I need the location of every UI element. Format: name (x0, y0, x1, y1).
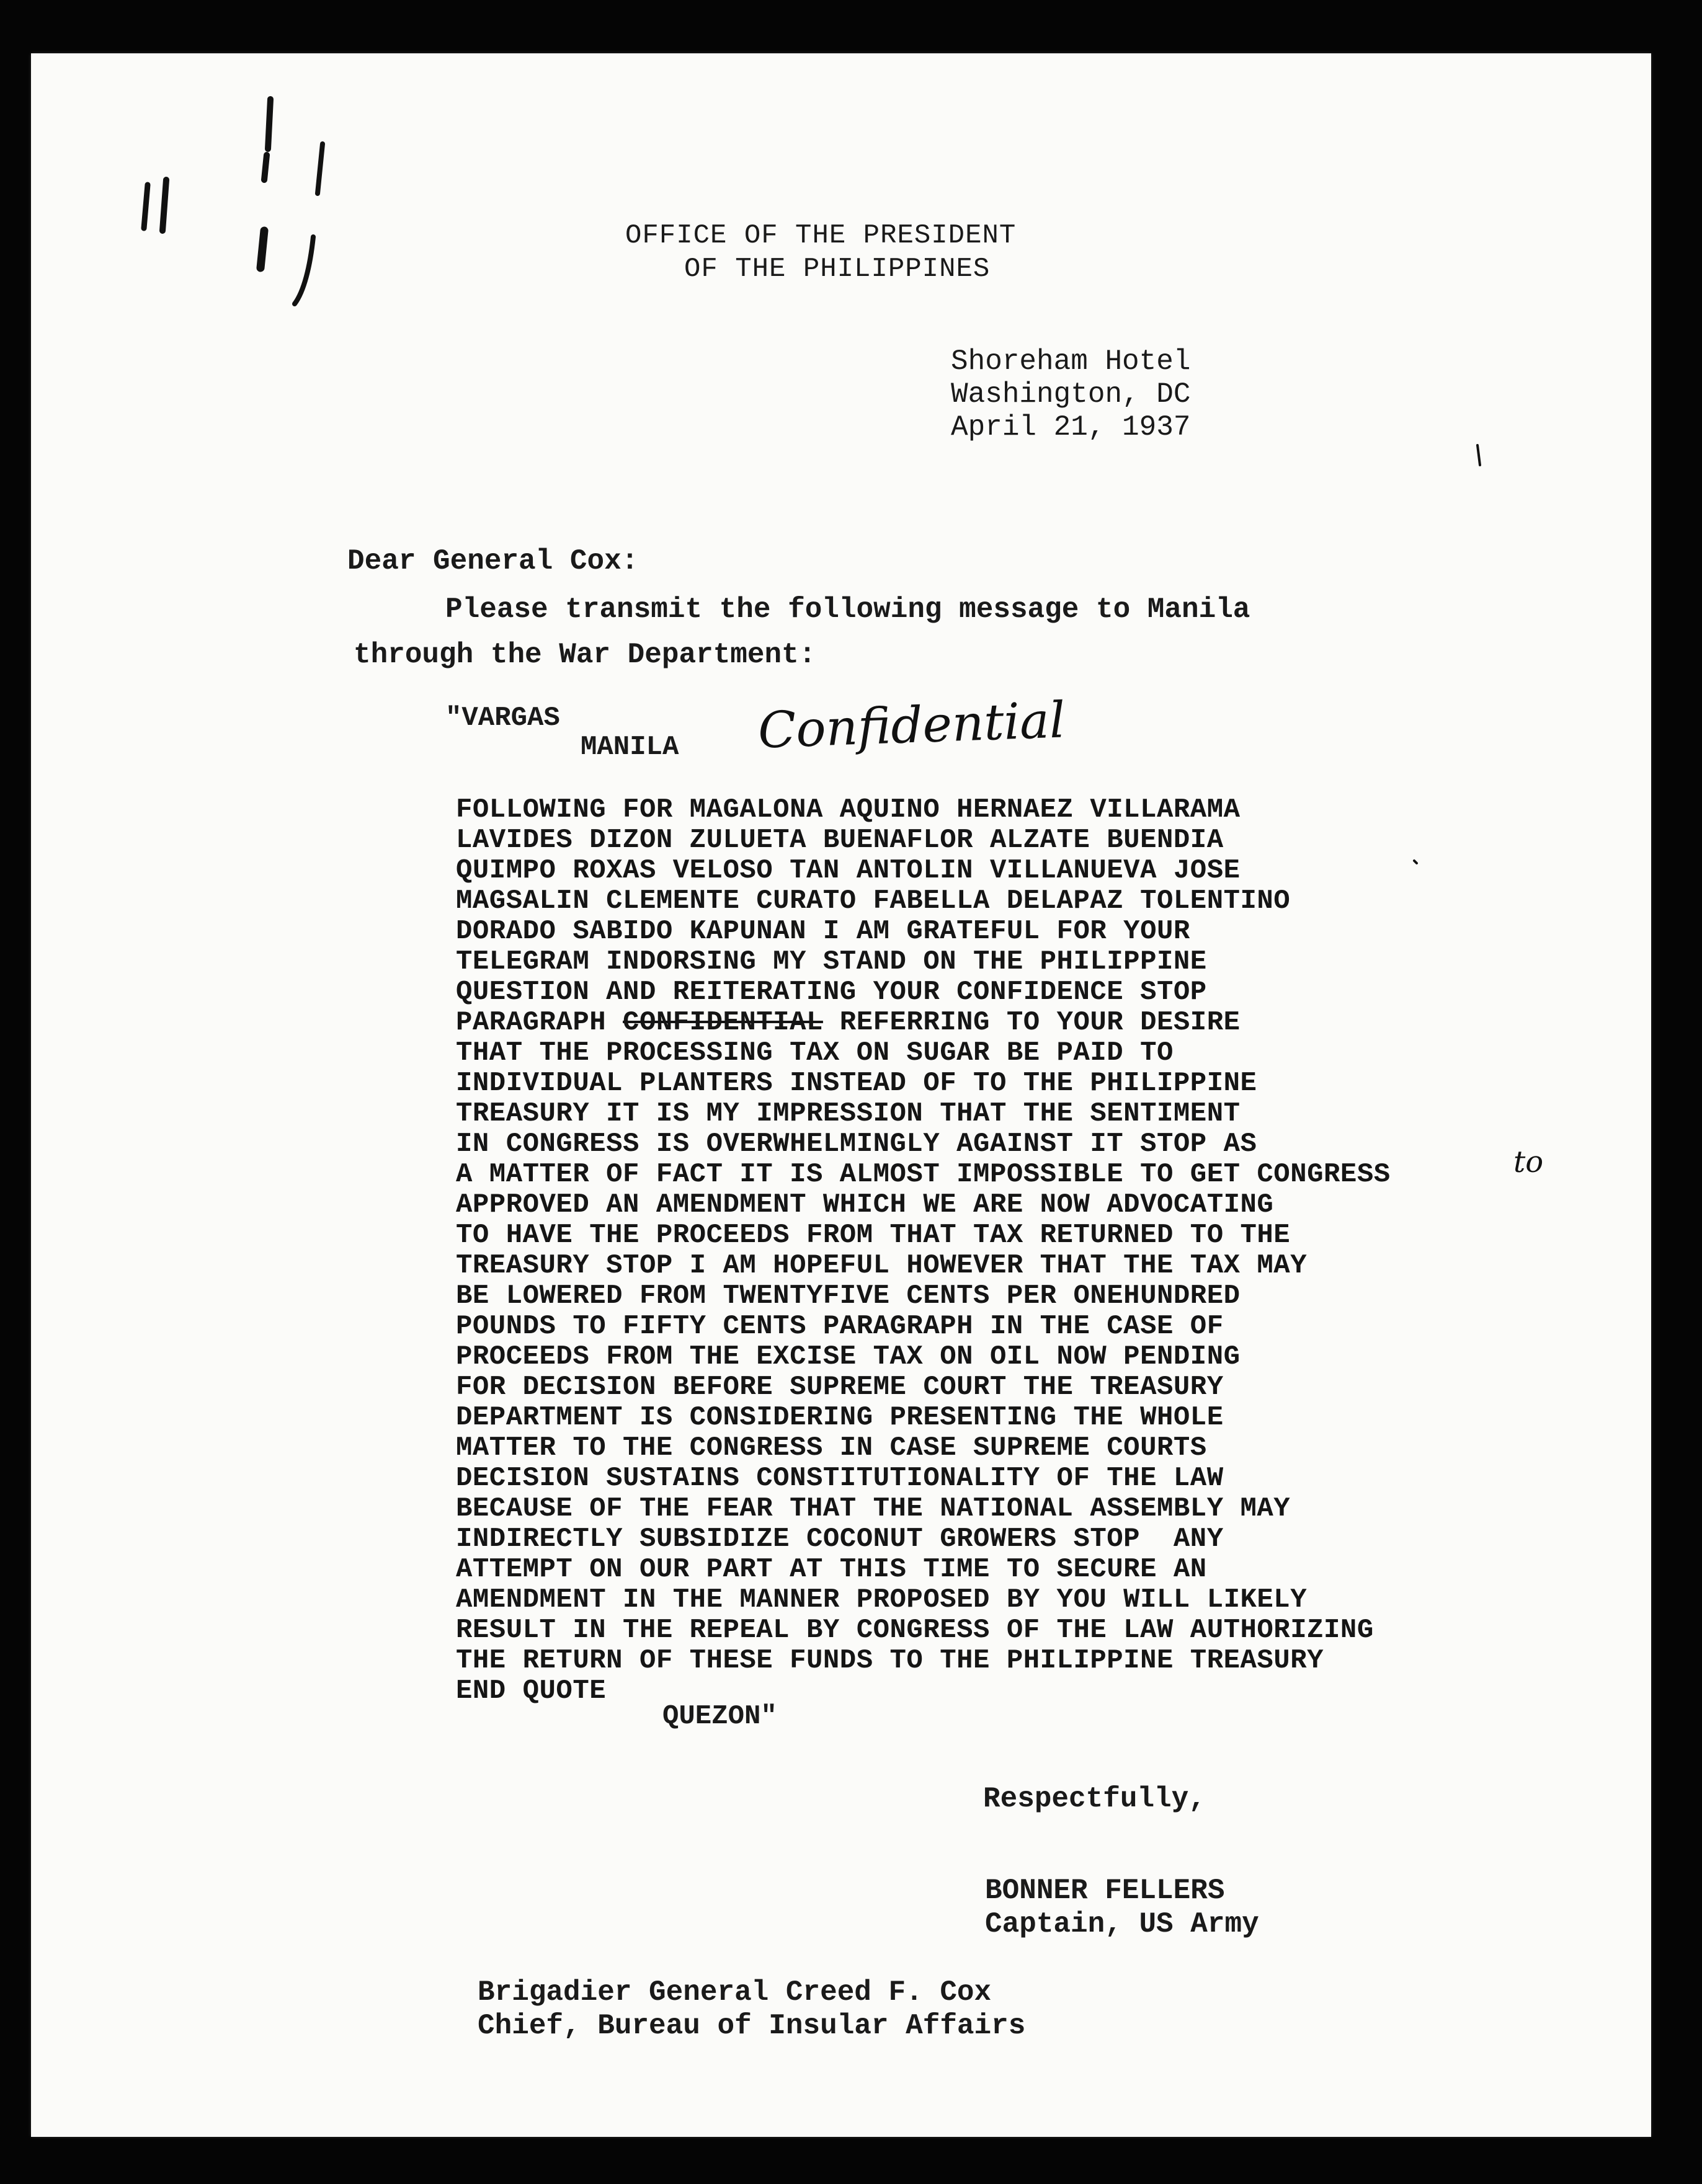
letterhead-line-1: OFFICE OF THE PRESIDENT (625, 220, 1017, 251)
telegram-line: QUESTION AND REITERATING YOUR CONFIDENCE STOP (456, 977, 1207, 1008)
city: Washington, DC (951, 378, 1191, 411)
telegram-line: TREASURY STOP I AM HOPEFUL HOWEVER THAT THE TAX MAY (456, 1250, 1308, 1281)
telegram-line: POUNDS TO FIFTY CENTS PARAGRAPH IN THE CASE OF (456, 1311, 1224, 1342)
salutation: Dear General Cox: (347, 545, 639, 577)
struck-line-after: REFERRING TO YOUR DESIRE (822, 1007, 1241, 1038)
telegram-line: THAT THE PROCESSING TAX ON SUGAR BE PAID TO (456, 1037, 1174, 1068)
telegram-line: IN CONGRESS IS OVERWHELMINGLY AGAINST IT STOP AS (456, 1129, 1257, 1160)
telegram-addressee: "VARGAS (445, 703, 560, 734)
telegram-line: FOLLOWING FOR MAGALONA AQUINO HERNAEZ VILLARAMA (456, 794, 1241, 825)
intro-line-1: Please transmit the following message to Manila (445, 593, 1250, 626)
recipient-name: Brigadier General Creed F. Cox (478, 1976, 992, 2009)
intro-line-2: through the War Department: (354, 639, 816, 671)
telegram-line: TELEGRAM INDORSING MY STAND ON THE PHILIPPINE (456, 946, 1207, 977)
telegram-line: BE LOWERED FROM TWENTYFIVE CENTS PER ONEHUNDRED (456, 1281, 1241, 1312)
pencil-mark-1 (144, 185, 148, 228)
struck-word: CONFIDENTIAL (623, 1007, 823, 1038)
telegram-line: RESULT IN THE REPEAL BY CONGRESS OF THE LAW AUTHORIZING (456, 1615, 1374, 1646)
telegram-body (456, 795, 1391, 1707)
telegram-line: PROCEEDS FROM THE EXCISE TAX ON OIL NOW PENDING (456, 1341, 1241, 1372)
pencil-dot-2 (1414, 861, 1417, 863)
pencil-mark-5 (318, 144, 323, 193)
telegram-line: DECISION SUSTAINS CONSTITUTIONALITY OF THE LAW (456, 1463, 1224, 1494)
telegram-line: TREASURY IT IS MY IMPRESSION THAT THE SENTIMENT (456, 1098, 1241, 1129)
telegram-line: LAVIDES DIZON ZULUETA BUENAFLOR ALZATE BUENDIA (456, 825, 1224, 856)
telegram-line: DEPARTMENT IS CONSIDERING PRESENTING THE WHOLE (456, 1402, 1224, 1433)
signer-rank: Captain, US Army (985, 1908, 1259, 1940)
struck-line-before: PARAGRAPH (456, 1007, 623, 1038)
pencil-mark-4 (261, 231, 264, 268)
telegram-line: APPROVED AN AMENDMENT WHICH WE ARE NOW ADVOCATING (456, 1189, 1274, 1220)
telegram-signature: QUEZON" (662, 1701, 777, 1732)
hotel: Shoreham Hotel (951, 345, 1191, 378)
telegram-line: END QUOTE (456, 1676, 607, 1707)
signer-name: BONNER FELLERS (985, 1875, 1225, 1907)
recipient-title: Chief, Bureau of Insular Affairs (478, 2010, 1026, 2042)
telegram-line: QUIMPO ROXAS VELOSO TAN ANTOLIN VILLANUEVA JOSE (456, 855, 1241, 886)
pencil-mark-2 (163, 180, 166, 231)
telegram-line: TO HAVE THE PROCEEDS FROM THAT TAX RETURNED TO THE (456, 1220, 1291, 1251)
telegram-line: MAGSALIN CLEMENTE CURATO FABELLA DELAPAZ TOLENTINO (456, 886, 1291, 917)
telegram-line: A MATTER OF FACT IT IS ALMOST IMPOSSIBLE TO GET CONGRESS (456, 1159, 1391, 1190)
pencil-mark-3 (264, 99, 270, 180)
telegram-line: FOR DECISION BEFORE SUPREME COURT THE TREASURY (456, 1372, 1224, 1403)
handwritten-confidential: Confidential (757, 691, 1066, 760)
pencil-mark-6 (295, 237, 313, 304)
telegram-line: INDIRECTLY SUBSIDIZE COCONUT GROWERS STOP ANY (456, 1524, 1224, 1555)
telegram-line: BECAUSE OF THE FEAR THAT THE NATIONAL ASSEMBLY MAY (456, 1493, 1291, 1524)
telegram-line: MATTER TO THE CONGRESS IN CASE SUPREME COURTS (456, 1432, 1207, 1463)
telegram-line-struck (456, 1008, 1391, 1038)
letterhead-line-2: OF THE PHILIPPINES (684, 254, 991, 285)
telegram-line: ATTEMPT ON OUR PART AT THIS TIME TO SECURE AN (456, 1554, 1207, 1585)
telegram-line: THE RETURN OF THESE FUNDS TO THE PHILIPPINE TREASURY (456, 1645, 1324, 1676)
handwritten-to: to (1513, 1145, 1544, 1179)
pencil-dot (1477, 445, 1480, 465)
telegram-line: INDIVIDUAL PLANTERS INSTEAD OF TO THE PHILIPPINE (456, 1068, 1257, 1099)
telegram-line: AMENDMENT IN THE MANNER PROPOSED BY YOU WILL LIKELY (456, 1584, 1308, 1615)
date: April 21, 1937 (951, 411, 1191, 443)
telegram-city: MANILA (581, 732, 679, 763)
closing: Respectfully, (983, 1783, 1206, 1815)
telegram-line: DORADO SABIDO KAPUNAN I AM GRATEFUL FOR YOUR (456, 916, 1190, 947)
